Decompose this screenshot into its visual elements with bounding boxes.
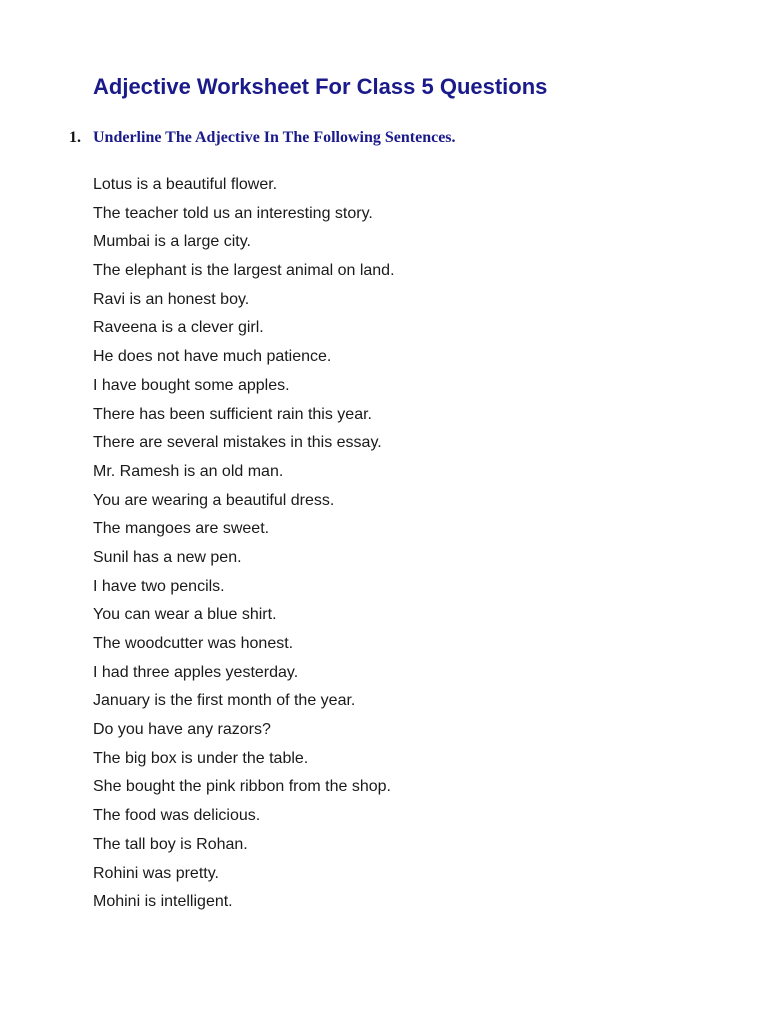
question-text: The mangoes are sweet. (93, 520, 270, 538)
question-text: The tall boy is Rohan. (93, 835, 248, 853)
question-text: She bought the pink ribbon from the shop. (93, 778, 391, 796)
question-text: You can wear a blue shirt. (93, 606, 277, 624)
question-text: Do you have any razors? (93, 721, 271, 739)
question-text: There has been sufficient rain this year. (93, 405, 372, 423)
question-text: I have two pencils. (93, 577, 225, 595)
page-title: Adjective Worksheet For Class 5 Questions (93, 74, 548, 99)
question-text: The food was delicious. (93, 807, 261, 825)
question-text: The woodcutter was honest. (93, 635, 294, 652)
question-text: Sunil has a new pen. (93, 548, 242, 566)
question-text: I have bought some apples. (93, 376, 290, 394)
question-text: You are wearing a beautiful dress. (93, 491, 335, 509)
question-text: The elephant is the largest animal on land. (93, 262, 395, 280)
section-number: 1. (69, 129, 81, 146)
question-text: Ravi is an honest boy. (93, 290, 250, 308)
question-text: Mohini is intelligent. (93, 893, 233, 911)
question-text: Rohini was pretty. (93, 864, 219, 882)
question-text: I had three apples yesterday. (93, 663, 299, 681)
question-text: The teacher told us an interesting story. (93, 204, 373, 222)
question-text: January is the first month of the year. (93, 692, 356, 710)
question-text: Lotus is a beautiful flower. (93, 176, 278, 193)
question-text: The big box is under the table. (93, 749, 309, 767)
question-text: Mumbai is a large city. (93, 233, 251, 251)
question-text: He does not have much patience. (93, 348, 332, 366)
section-header (69, 129, 456, 147)
section-heading: Underline The Adjective In The Following Sentences. (93, 129, 456, 146)
question-text: There are several mistakes in this essay. (93, 434, 382, 452)
question-text: Mr. Ramesh is an old man. (93, 462, 284, 480)
question-text: Raveena is a clever girl. (93, 319, 264, 337)
